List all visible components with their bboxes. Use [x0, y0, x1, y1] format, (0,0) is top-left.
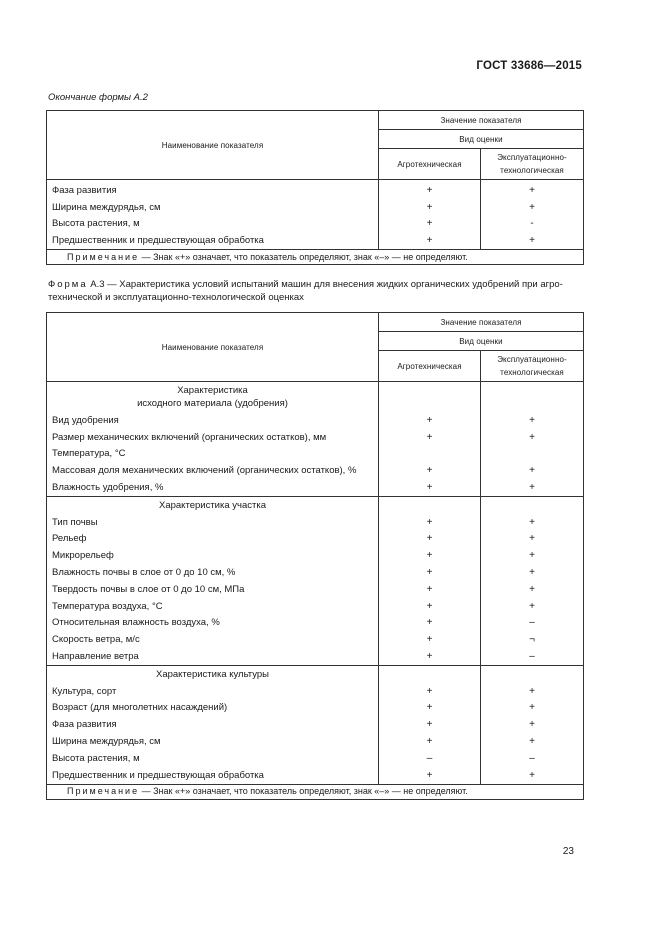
- header-value-group: Значение показателя: [379, 111, 584, 130]
- row-expl: +: [481, 199, 584, 216]
- row-expl: [481, 446, 584, 463]
- standard-number: ГОСТ 33686—2015: [476, 60, 582, 72]
- row-agro: +: [379, 564, 481, 581]
- table-row: [47, 479, 584, 496]
- section-header-row: [47, 665, 584, 682]
- row-expl: -: [481, 216, 584, 233]
- section-header-row: [47, 382, 584, 413]
- row-expl: +: [481, 232, 584, 249]
- row-name: Фаза развития: [47, 716, 379, 733]
- row-expl: +: [481, 767, 584, 784]
- empty-cell: [481, 382, 584, 413]
- note-prefix: Примечание: [67, 251, 140, 262]
- note-text: [47, 250, 584, 265]
- row-name: Размер механических включений (органических остатков), мм: [47, 429, 379, 446]
- page-number: 23: [562, 846, 574, 857]
- row-agro: +: [379, 631, 481, 648]
- table-row: [47, 581, 584, 598]
- table-row: [47, 514, 584, 531]
- table-row: [47, 180, 584, 199]
- row-name: Культура, сорт: [47, 683, 379, 700]
- row-agro: +: [379, 716, 481, 733]
- row-agro: +: [379, 412, 481, 429]
- row-agro: +: [379, 767, 481, 784]
- row-agro: +: [379, 547, 481, 564]
- note-body: — Знак «+» означает, что показатель определяют, знак «–» — не определяют.: [139, 786, 468, 797]
- form-a2-table: [46, 110, 584, 265]
- header-agro: Агротехническая: [379, 149, 481, 180]
- row-agro: +: [379, 479, 481, 496]
- form-a3-title-line1: [48, 278, 583, 291]
- row-name: Тип почвы: [47, 514, 379, 531]
- header-expl-line1: Эксплуатационно-: [497, 355, 567, 364]
- table-row: [47, 564, 584, 581]
- row-name: Температура, °С: [47, 446, 379, 463]
- row-agro: +: [379, 514, 481, 531]
- table-row: [47, 446, 584, 463]
- row-name: Температура воздуха, °С: [47, 598, 379, 615]
- table-row: [47, 547, 584, 564]
- row-expl: +: [481, 700, 584, 717]
- table-row: [47, 216, 584, 233]
- table-row: [47, 648, 584, 665]
- note-prefix: Примечание: [67, 786, 140, 797]
- row-agro: +: [379, 531, 481, 548]
- table-row: [47, 199, 584, 216]
- table-row: [47, 598, 584, 615]
- table-row: [47, 683, 584, 700]
- row-name: Высота растения, м: [47, 750, 379, 767]
- row-name: Относительная влажность воздуха, %: [47, 615, 379, 632]
- table-note: [47, 250, 584, 265]
- row-agro: +: [379, 648, 481, 665]
- row-name: Твердость почвы в слое от 0 до 10 см, МПа: [47, 581, 379, 598]
- table-row: [47, 716, 584, 733]
- section-header-row: [47, 496, 584, 513]
- section-title-plot: Характеристика участка: [47, 496, 379, 513]
- row-expl: +: [481, 716, 584, 733]
- header-agro: Агротехническая: [379, 351, 481, 382]
- row-expl: +: [481, 581, 584, 598]
- row-name: Возраст (для многолетних насаждений): [47, 700, 379, 717]
- table-row: [47, 531, 584, 548]
- header-expl-line2: технологическая: [500, 166, 564, 175]
- row-name: Влажность почвы в слое от 0 до 10 см, %: [47, 564, 379, 581]
- row-agro: +: [379, 429, 481, 446]
- table-row: [47, 412, 584, 429]
- table-row: [47, 700, 584, 717]
- row-name: Предшественник и предшествующая обработка: [47, 232, 379, 249]
- table-row: [47, 462, 584, 479]
- row-expl: +: [481, 547, 584, 564]
- row-name: Направление ветра: [47, 648, 379, 665]
- row-name: Рельеф: [47, 531, 379, 548]
- empty-cell: [481, 496, 584, 513]
- row-expl: –: [481, 615, 584, 632]
- row-name: Влажность удобрения, %: [47, 479, 379, 496]
- section-title-crop: Характеристика культуры: [47, 665, 379, 682]
- table-row: [47, 767, 584, 784]
- row-name: Скорость ветра, м/с: [47, 631, 379, 648]
- table-row: [47, 615, 584, 632]
- header-name-column: Наименование показателя: [47, 111, 379, 180]
- section-title-material: [47, 382, 379, 413]
- row-agro: +: [379, 180, 481, 199]
- table-note: [47, 784, 584, 799]
- empty-cell: [379, 665, 481, 682]
- section-title-line1: Характеристика: [177, 385, 248, 396]
- row-expl: –: [481, 750, 584, 767]
- header-eval-group: Вид оценки: [379, 332, 584, 351]
- row-agro: –: [379, 750, 481, 767]
- row-expl: +: [481, 412, 584, 429]
- table-row: [47, 631, 584, 648]
- row-agro: +: [379, 598, 481, 615]
- header-name-column: Наименование показателя: [47, 313, 379, 382]
- header-expl-line1: Эксплуатационно-: [497, 153, 567, 162]
- row-agro: [379, 446, 481, 463]
- row-expl: +: [481, 564, 584, 581]
- empty-cell: [379, 496, 481, 513]
- form-a2-caption: Окончание формы А.2: [48, 92, 148, 103]
- row-agro: +: [379, 615, 481, 632]
- table-row: [47, 733, 584, 750]
- section-title-line2: исходного материала (удобрения): [137, 398, 288, 409]
- row-expl: +: [481, 180, 584, 199]
- row-agro: +: [379, 216, 481, 233]
- row-name: Вид удобрения: [47, 412, 379, 429]
- note-text: [47, 784, 584, 799]
- form-a3-table: [46, 312, 584, 800]
- row-name: Ширина междурядья, см: [47, 199, 379, 216]
- row-expl: +: [481, 514, 584, 531]
- row-expl: +: [481, 462, 584, 479]
- row-expl: –: [481, 648, 584, 665]
- table-row: [47, 750, 584, 767]
- note-body: — Знак «+» означает, что показатель определяют, знак «–» — не определяют.: [139, 251, 468, 262]
- row-name: Микрорельеф: [47, 547, 379, 564]
- row-expl: ¬: [481, 631, 584, 648]
- row-name: Ширина междурядья, см: [47, 733, 379, 750]
- header-eval-group: Вид оценки: [379, 130, 584, 149]
- form-a3-title-line2: технической и эксплуатационно-технологической оценках: [48, 292, 304, 303]
- row-expl: +: [481, 598, 584, 615]
- row-agro: +: [379, 199, 481, 216]
- form-a3-title: [48, 278, 583, 304]
- empty-cell: [481, 665, 584, 682]
- row-agro: +: [379, 462, 481, 479]
- row-expl: +: [481, 479, 584, 496]
- row-agro: +: [379, 733, 481, 750]
- row-name: Высота растения, м: [47, 216, 379, 233]
- row-expl: +: [481, 683, 584, 700]
- row-name: Массовая доля механических включений (органических остатков), %: [47, 462, 379, 479]
- header-expl-line2: технологическая: [500, 368, 564, 377]
- table-row: [47, 232, 584, 249]
- header-value-group: Значение показателя: [379, 313, 584, 332]
- row-expl: +: [481, 429, 584, 446]
- row-name: Фаза развития: [47, 180, 379, 199]
- empty-cell: [379, 382, 481, 413]
- table-row: [47, 429, 584, 446]
- header-expl: [481, 149, 584, 180]
- row-expl: +: [481, 733, 584, 750]
- header-expl: [481, 351, 584, 382]
- row-agro: +: [379, 700, 481, 717]
- row-name: Предшественник и предшествующая обработка: [47, 767, 379, 784]
- row-expl: +: [481, 531, 584, 548]
- form-a3-title-text: А.3 — Характеристика условий испытаний машин для внесения жидких органических удобрений при агро-: [87, 279, 563, 290]
- row-agro: +: [379, 232, 481, 249]
- form-a3-title-prefix: Форма: [48, 279, 88, 290]
- row-agro: +: [379, 581, 481, 598]
- row-agro: +: [379, 683, 481, 700]
